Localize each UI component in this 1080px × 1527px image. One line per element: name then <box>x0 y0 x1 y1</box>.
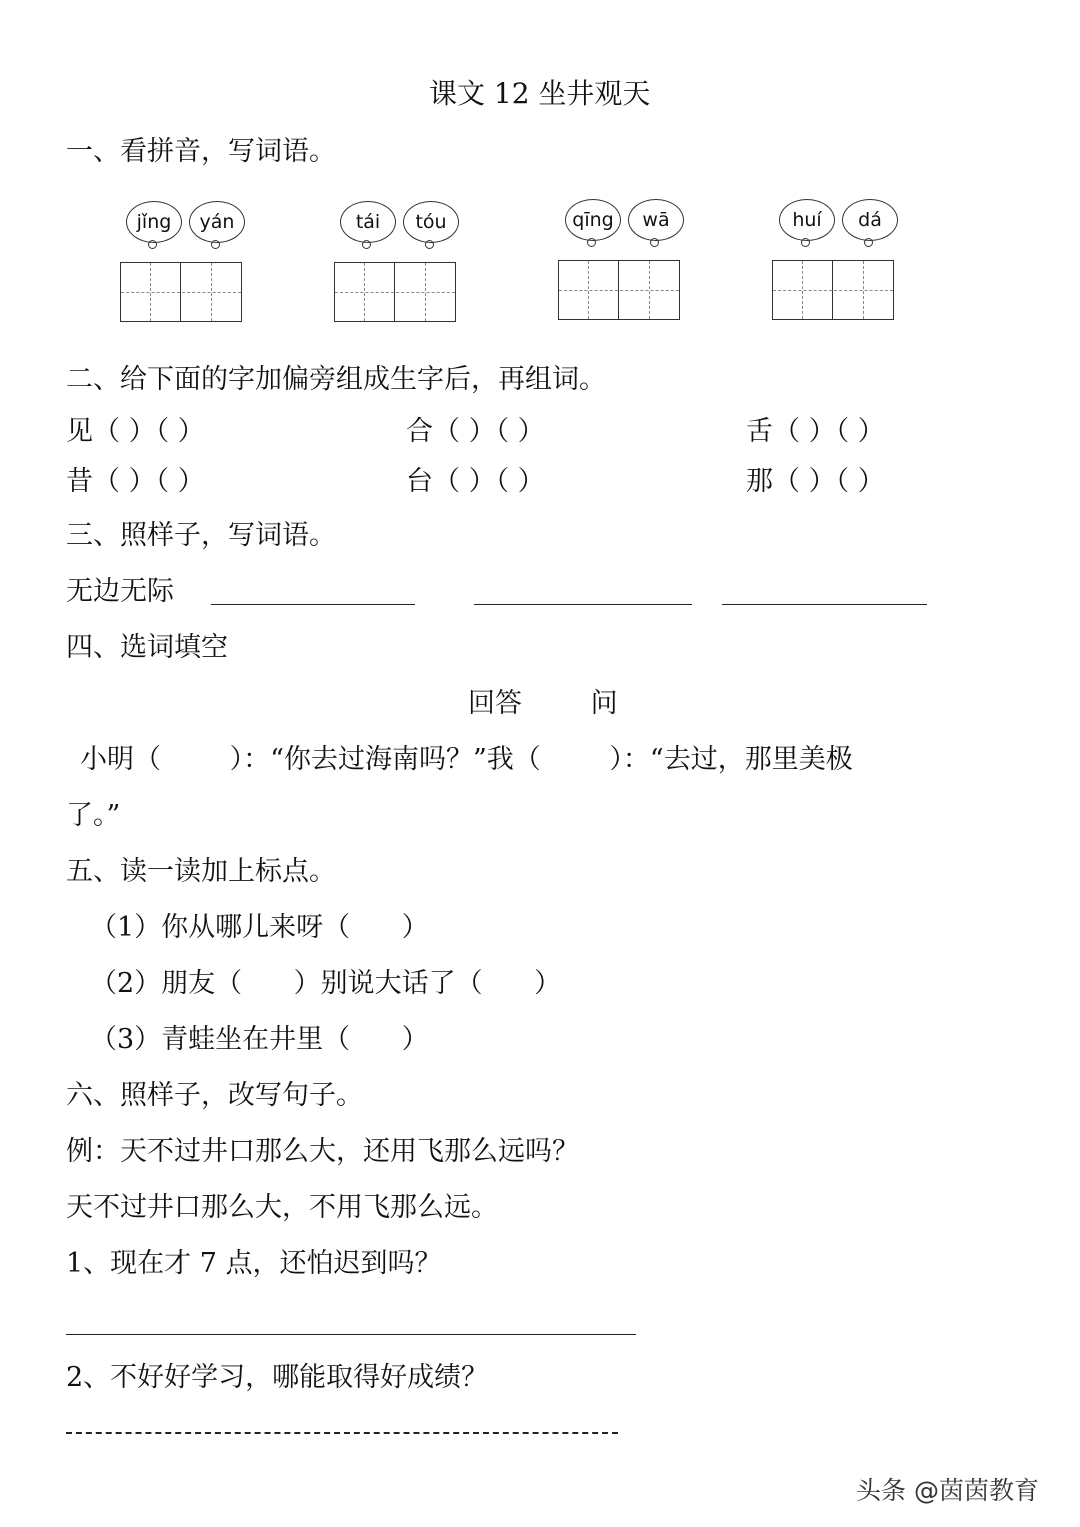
radical-item[interactable]: 合（ ）（ ） <box>406 416 545 447</box>
question-2: 2、不好好学习，哪能取得好成绩？ <box>66 1362 489 1393</box>
answer-line[interactable] <box>474 604 692 605</box>
example-answer: 天不过井口那么大，不用飞那么远。 <box>66 1192 498 1223</box>
answer-line[interactable] <box>722 604 927 605</box>
radical-item[interactable]: 那（ ）（ ） <box>746 466 885 497</box>
pinyin-bubble: huí <box>779 199 835 241</box>
question-1: 1、现在才 7 点，还怕迟到吗？ <box>66 1248 442 1279</box>
example-question: 例：天不过井口那么大，还用飞那么远吗？ <box>66 1136 579 1167</box>
punctuation-item[interactable]: （3）青蛙坐在井里（ ） <box>90 1024 429 1055</box>
pinyin-bubble: tái <box>340 201 396 243</box>
writing-grid[interactable] <box>558 260 680 320</box>
fill-sentence-cont: 了。” <box>66 800 121 831</box>
word-choices: 回答 问 <box>468 688 618 719</box>
punctuation-item[interactable]: （2）朋友（ ）别说大话了（ ） <box>90 968 562 999</box>
section2-heading: 二、给下面的字加偏旁组成生字后，再组词。 <box>66 364 606 395</box>
radical-item[interactable]: 台（ ）（ ） <box>406 466 545 497</box>
pinyin-bubble: dá <box>842 199 898 241</box>
radical-item[interactable]: 见（ ）（ ） <box>66 416 205 447</box>
writing-grid[interactable] <box>120 262 242 322</box>
answer-line[interactable] <box>66 1334 636 1335</box>
radical-item[interactable]: 舌（ ）（ ） <box>746 416 885 447</box>
section4-heading: 四、选词填空 <box>66 632 228 663</box>
fill-sentence[interactable]: 小明（ ）：“你去过海南吗？”我（ ）：“去过，那里美极 <box>80 744 853 775</box>
pinyin-bubble: yán <box>189 201 245 243</box>
writing-grid[interactable] <box>334 262 456 322</box>
pinyin-bubble: jǐng <box>126 201 182 243</box>
bubble-knot <box>864 238 873 247</box>
bubble-knot <box>362 240 371 249</box>
pinyin-bubble: tóu <box>403 201 459 243</box>
watermark: 头条 @茵茵教育 <box>856 1476 1039 1505</box>
writing-grid[interactable] <box>772 260 894 320</box>
answer-line[interactable] <box>211 604 415 605</box>
page-title: 课文 12 坐井观天 <box>429 77 651 110</box>
section6-heading: 六、照样子，改写句子。 <box>66 1080 363 1111</box>
bubble-knot <box>587 238 596 247</box>
bubble-knot <box>148 240 157 249</box>
bubble-knot <box>211 240 220 249</box>
example-word: 无边无际 <box>66 576 174 607</box>
punctuation-item[interactable]: （1）你从哪儿来呀（ ） <box>90 912 429 943</box>
section5-heading: 五、读一读加上标点。 <box>66 856 336 887</box>
bubble-knot <box>425 240 434 249</box>
bubble-knot <box>801 238 810 247</box>
radical-item[interactable]: 昔（ ）（ ） <box>66 466 205 497</box>
bubble-knot <box>650 238 659 247</box>
answer-line[interactable] <box>66 1432 618 1434</box>
pinyin-bubble: wā <box>628 199 684 241</box>
section3-heading: 三、照样子，写词语。 <box>66 520 336 551</box>
section1-heading: 一、看拼音，写词语。 <box>66 136 336 167</box>
pinyin-bubble: qīng <box>565 199 621 241</box>
